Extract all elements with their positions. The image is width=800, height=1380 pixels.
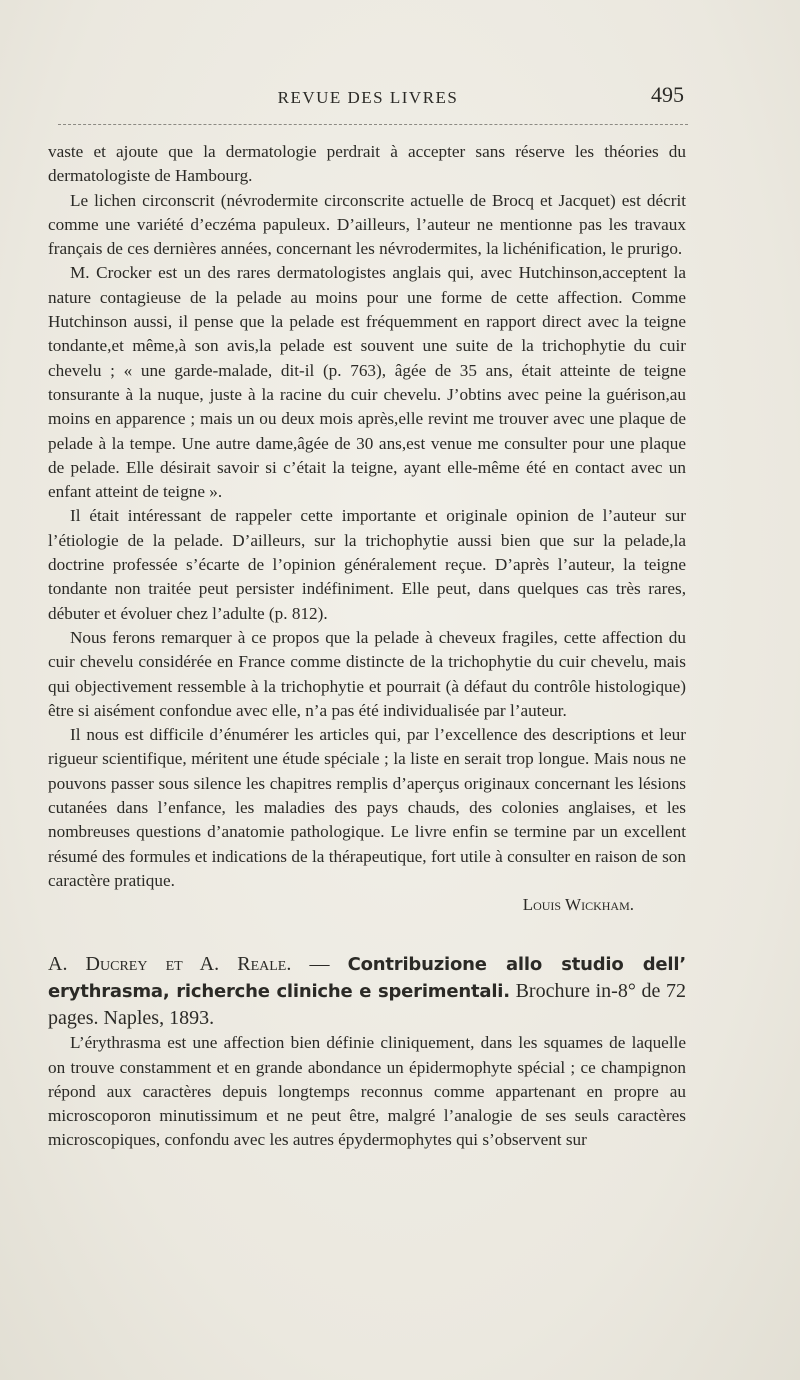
paragraph: Il était intéressant de rappeler cette importante et originale opinion de l’auteur sur l’étiologie de la pelade. D’ailleurs, sur la trichophytie aussi bien que sur la pelade,la doctrine professée s’écarte de l’opinion généralement reçue. D’après l’auteur, la teigne tondante non traitée peut persister indéfiniment. Elle peut, dans quelques cas très rares, débuter et évoluer chez l’adulte (p. 812). xyxy=(48,506,686,623)
review-book-title: Contribuzione allo studio dell’ erythrasma, richerche cliniche e sperimentali. xyxy=(48,954,686,1003)
header-rule xyxy=(58,124,688,125)
paragraph: vaste et ajoute que la dermatologie perdrait à accepter sans réserve les théories du dermatologiste de Hambourg. xyxy=(48,142,686,186)
page-text xyxy=(48,140,686,1153)
paragraph: Il nous est difficile d’énumérer les articles qui, par l’excellence des descriptions et leur rigueur scientifique, méritent une étude spéciale ; la liste en serait trop longue. Mais nous ne pouvons passer sous silence les chapitres remplis d’aperçus originaux concernant les lésions cutanées dans l’enfance, les maladies des pays chauds, des colonies anglaises, et les nombreuses questions d’anatomie pathologique. Le livre enfin se termine par un excellent résumé des formules et indications de la thérapeutique, fort utile à consulter en raison de son caractère pratique. xyxy=(48,725,686,890)
review-authors: A. Ducrey et A. Reale. xyxy=(48,953,292,976)
page-number: 495 xyxy=(651,82,684,107)
paragraph: Nous ferons remarquer à ce propos que la pelade à cheveux fragiles, cette affection du cuir chevelu considérée en France comme distincte de la trichophytie du cuir chevelu, mais qui objectivement ressemble à la trichophytie et pourrait (à défaut du contrôle histologique) être si aisément confondue avec elle, n’a pas été individualisée par l’auteur. xyxy=(48,627,686,720)
page-header xyxy=(48,80,688,110)
paragraph: M. Crocker est un des rares dermatologistes anglais qui, avec Hutchinson,acceptent la nature contagieuse de la pelade au moins pour une forme de cette affection. Comme Hutchinson aussi, il pense que la pelade est fréquemment en rapport direct avec la teigne tondante,et même,à son avis,la pelade est souvent une suite de la trichophytie du cuir chevelu ; « une garde-malade, dit-il (p. 763), âgée de 35 ans, était atteinte de teigne tonsurante à la nuque, juste à la racine du cuir chevelu. J’obtins avec peine la guérison,au moins en apparence ; mais un ou deux mois après,elle revint me trouver avec une plaque de pelade à la tempe. Une autre dame,âgée de 30 ans,est venue me consulter pour une plaque de pelade. Elle désirait savoir si c’était la teigne, ayant elle-même été en contact avec un enfant atteint de teigne ». xyxy=(48,263,686,502)
running-head: REVUE DES LIVRES xyxy=(277,88,459,107)
review-signature: Louis Wickham. xyxy=(522,895,634,915)
review-entry-heading xyxy=(48,951,686,1031)
review-paragraph: L’érythrasma est une affection bien définie cliniquement, dans les squames de laquelle on trouve constamment et en grande abondance un épidermophyte spécial ; ce champignon répond aux caractères depuis longtemps reconnus comme appartenant en propre au microscoporon minutissimum et ne peut être, malgré l’analogie de ses seuls caractères microscopiques, confondu avec les autres épydermophytes qui s’observent sur xyxy=(48,1033,686,1150)
paragraph: Le lichen circonscrit (névrodermite circonscrite actuelle de Brocq et Jacquet) est décrit comme une variété d’eczéma papuleux. D’ailleurs, l’auteur ne mentionne pas les travaux français de ces dernières années, concernant les névrodermites, la lichénification, le prurigo. xyxy=(48,190,686,259)
review-book-details: Brochure in-8° de 72 pages. Naples, 1893. xyxy=(48,980,686,1030)
review-dash: — xyxy=(291,953,348,976)
